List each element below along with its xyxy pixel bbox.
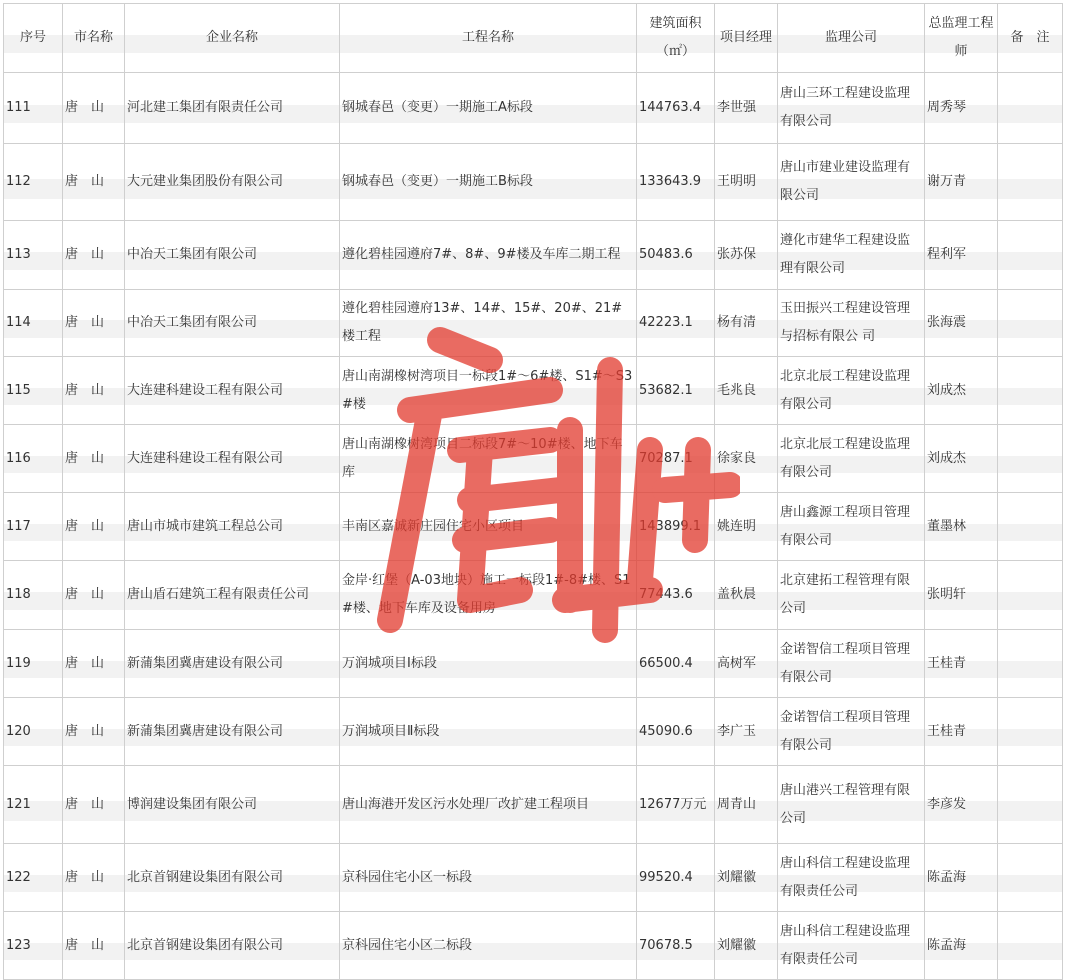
row-chief-supervisor-text: 王桂青: [927, 655, 967, 671]
row-manager-text: 姚连明: [717, 518, 757, 534]
row-company-cell: [125, 73, 340, 144]
row-city-cell: [63, 561, 125, 630]
row-company-cell: [125, 425, 340, 493]
row-city-cell: [63, 912, 125, 980]
row-area-text: 70287.1: [639, 450, 693, 466]
row-city-text: 唐 山: [65, 869, 105, 885]
row-company-cell: [125, 630, 340, 698]
row-seq-cell: [4, 766, 63, 844]
header-supervisor-company: 监理公司: [778, 4, 925, 73]
row-area-cell: [637, 912, 715, 980]
row-supervisor-company-text: 北京北辰工程建设监理有限公司: [780, 368, 911, 412]
row-seq-cell: [4, 144, 63, 221]
row-chief-supervisor-cell: [925, 290, 998, 357]
table-row: [4, 144, 1063, 221]
row-seq-text: 117: [6, 518, 31, 534]
row-seq-cell: [4, 912, 63, 980]
row-city-cell: [63, 144, 125, 221]
row-company-cell: [125, 357, 340, 425]
table-row: [4, 698, 1063, 766]
row-company-text: 中冶天工集团有限公司: [127, 247, 258, 262]
row-manager-text: 刘耀徽: [717, 937, 757, 953]
row-supervisor-company-cell: [778, 290, 925, 357]
row-remarks-cell: [998, 630, 1063, 698]
header-project: 工程名称: [340, 4, 637, 73]
row-seq-text: 121: [6, 796, 31, 812]
row-chief-supervisor-cell: [925, 73, 998, 144]
row-city-text: 唐 山: [65, 174, 105, 189]
row-manager-cell: [715, 144, 778, 221]
row-remarks-cell: [998, 425, 1063, 493]
row-company-text: 大元建业集团股份有限公司: [127, 174, 284, 189]
row-manager-cell: [715, 221, 778, 290]
row-supervisor-company-cell: [778, 698, 925, 766]
table-row: [4, 290, 1063, 357]
row-area-text: 143899.1: [639, 518, 702, 534]
row-company-text: 新蒲集团冀唐建设有限公司: [127, 723, 284, 739]
row-manager-cell: [715, 493, 778, 561]
row-chief-supervisor-cell: [925, 844, 998, 912]
table-row: [4, 357, 1063, 425]
row-project-text: 唐山海港开发区污水处理厂改扩建工程项目: [342, 796, 590, 812]
header-city: 市名称: [63, 4, 125, 73]
header-manager: 项目经理: [715, 4, 778, 73]
row-city-text: 唐 山: [65, 450, 105, 466]
row-supervisor-company-text: 唐山三环工程建设监理有限公司: [780, 86, 911, 129]
row-supervisor-company-text: 唐山科信工程建设监理有限责任公司: [780, 855, 911, 899]
row-remarks-cell: [998, 221, 1063, 290]
row-remarks-cell: [998, 493, 1063, 561]
row-area-cell: [637, 425, 715, 493]
row-manager-text: 杨有清: [717, 315, 757, 330]
row-seq-text: 113: [6, 247, 31, 262]
row-seq-cell: [4, 844, 63, 912]
row-area-text: 42223.1: [639, 315, 693, 330]
row-seq-text: 123: [6, 937, 31, 953]
row-area-text: 99520.4: [639, 869, 693, 885]
table-row: [4, 844, 1063, 912]
row-company-text: 唐山市城市建筑工程总公司: [127, 518, 284, 534]
row-project-text: 遵化碧桂园遵府7#、8#、9#楼及车库二期工程: [342, 247, 621, 262]
row-seq-text: 115: [6, 382, 31, 398]
row-company-cell: [125, 561, 340, 630]
row-project-text: 京科园住宅小区二标段: [342, 937, 473, 953]
row-chief-supervisor-text: 刘成杰: [927, 450, 967, 466]
row-city-cell: [63, 698, 125, 766]
table-row: [4, 561, 1063, 630]
header-seq: 序号: [4, 4, 63, 73]
row-city-cell: [63, 221, 125, 290]
row-seq-cell: [4, 425, 63, 493]
row-manager-text: 盖秋晨: [717, 587, 757, 602]
row-project-text: 丰南区嘉诚新庄园住宅小区项目: [342, 518, 525, 534]
row-supervisor-company-text: 北京建拓工程管理有限公司: [780, 573, 911, 616]
row-area-text: 133643.9: [639, 174, 702, 189]
row-city-text: 唐 山: [65, 587, 105, 602]
row-city-text: 唐 山: [65, 723, 105, 739]
row-area-text: 50483.6: [639, 247, 693, 262]
row-project-cell: [340, 493, 637, 561]
row-manager-cell: [715, 698, 778, 766]
row-company-cell: [125, 912, 340, 980]
row-area-cell: [637, 766, 715, 844]
row-company-text: 河北建工集团有限责任公司: [127, 100, 284, 115]
row-supervisor-company-cell: [778, 357, 925, 425]
row-company-text: 新蒲集团冀唐建设有限公司: [127, 655, 284, 671]
row-manager-text: 李广玉: [717, 723, 757, 739]
row-area-cell: [637, 290, 715, 357]
row-supervisor-company-cell: [778, 493, 925, 561]
row-manager-cell: [715, 766, 778, 844]
row-project-text: 金岸·红堡（A-03地块）施工一标段1#-8#楼、S1#楼、地下车库及设备用房: [342, 573, 631, 616]
row-supervisor-company-cell: [778, 630, 925, 698]
row-seq-text: 116: [6, 450, 31, 466]
row-city-cell: [63, 766, 125, 844]
row-company-text: 博润建设集团有限公司: [127, 796, 258, 812]
row-company-cell: [125, 766, 340, 844]
row-supervisor-company-cell: [778, 766, 925, 844]
table-row: [4, 630, 1063, 698]
row-city-text: 唐 山: [65, 655, 105, 671]
project-table: [3, 3, 1063, 980]
row-manager-text: 高树军: [717, 655, 757, 671]
row-company-text: 北京首钢建设集团有限公司: [127, 937, 284, 953]
row-project-cell: [340, 221, 637, 290]
row-city-cell: [63, 290, 125, 357]
row-supervisor-company-text: 金诺智信工程项目管理有限公司: [780, 709, 911, 753]
row-project-text: 唐山南湖橡树湾项目二标段7#～10#楼、地下车库: [342, 436, 623, 480]
row-chief-supervisor-text: 李彦发: [927, 796, 967, 812]
row-city-cell: [63, 73, 125, 144]
row-area-cell: [637, 357, 715, 425]
table-row: [4, 221, 1063, 290]
row-supervisor-company-text: 遵化市建华工程建设监理有限公司: [780, 233, 911, 276]
row-city-cell: [63, 425, 125, 493]
header-remarks: 备 注: [998, 4, 1063, 73]
row-project-cell: [340, 561, 637, 630]
row-project-text: 遵化碧桂园遵府13#、14#、15#、20#、21#楼工程: [342, 301, 623, 344]
row-manager-text: 周青山: [717, 796, 757, 812]
row-chief-supervisor-text: 陈孟海: [927, 937, 967, 953]
row-chief-supervisor-cell: [925, 221, 998, 290]
row-area-text: 77443.6: [639, 587, 693, 602]
row-manager-text: 张苏保: [717, 247, 757, 262]
row-chief-supervisor-text: 周秀琴: [927, 100, 967, 115]
row-area-text: 144763.4: [639, 100, 702, 115]
row-seq-text: 111: [6, 100, 31, 115]
row-company-cell: [125, 844, 340, 912]
row-supervisor-company-cell: [778, 844, 925, 912]
row-company-text: 大连建科建设工程有限公司: [127, 382, 284, 398]
row-supervisor-company-text: 金诺智信工程项目管理有限公司: [780, 641, 911, 685]
row-manager-cell: [715, 630, 778, 698]
row-supervisor-company-text: 唐山市建业建设监理有限公司: [780, 160, 911, 203]
row-project-cell: [340, 698, 637, 766]
row-remarks-cell: [998, 290, 1063, 357]
table-row: [4, 73, 1063, 144]
row-project-cell: [340, 357, 637, 425]
row-project-text: 唐山南湖橡树湾项目一标段1#～6#楼、S1#～S3#楼: [342, 368, 633, 412]
row-area-cell: [637, 221, 715, 290]
row-seq-cell: [4, 630, 63, 698]
row-project-text: 京科园住宅小区一标段: [342, 869, 473, 885]
table-row: [4, 493, 1063, 561]
row-manager-text: 李世强: [717, 100, 757, 115]
row-supervisor-company-text: 北京北辰工程建设监理有限公司: [780, 436, 911, 480]
row-area-text: 53682.1: [639, 382, 693, 398]
row-area-text: 66500.4: [639, 655, 693, 671]
row-supervisor-company-cell: [778, 912, 925, 980]
row-company-text: 大连建科建设工程有限公司: [127, 450, 284, 466]
row-seq-cell: [4, 290, 63, 357]
row-company-text: 中冶天工集团有限公司: [127, 315, 258, 330]
table-row: [4, 425, 1063, 493]
row-manager-cell: [715, 357, 778, 425]
row-chief-supervisor-cell: [925, 493, 998, 561]
row-manager-cell: [715, 844, 778, 912]
row-chief-supervisor-cell: [925, 630, 998, 698]
row-supervisor-company-text: 唐山科信工程建设监理有限责任公司: [780, 923, 911, 967]
table-row: [4, 766, 1063, 844]
row-chief-supervisor-text: 张海震: [927, 315, 967, 330]
header-chief-supervisor: 总监理工程师: [925, 4, 998, 73]
row-city-cell: [63, 493, 125, 561]
row-company-cell: [125, 698, 340, 766]
row-seq-text: 114: [6, 315, 31, 330]
row-chief-supervisor-text: 程利军: [927, 247, 967, 262]
header-company: 企业名称: [125, 4, 340, 73]
row-city-cell: [63, 630, 125, 698]
row-area-text: 12677万元: [639, 796, 707, 812]
row-city-text: 唐 山: [65, 937, 105, 953]
row-area-text: 70678.5: [639, 937, 693, 953]
row-chief-supervisor-cell: [925, 912, 998, 980]
row-chief-supervisor-text: 董墨林: [927, 518, 967, 534]
row-city-text: 唐 山: [65, 315, 105, 330]
row-project-cell: [340, 144, 637, 221]
row-city-cell: [63, 844, 125, 912]
row-company-cell: [125, 290, 340, 357]
row-company-cell: [125, 493, 340, 561]
row-area-cell: [637, 144, 715, 221]
row-supervisor-company-cell: [778, 561, 925, 630]
row-seq-cell: [4, 357, 63, 425]
row-chief-supervisor-cell: [925, 561, 998, 630]
row-company-text: 北京首钢建设集团有限公司: [127, 869, 284, 885]
row-city-cell: [63, 357, 125, 425]
row-seq-cell: [4, 698, 63, 766]
row-city-text: 唐 山: [65, 382, 105, 398]
row-seq-text: 118: [6, 587, 31, 602]
row-remarks-cell: [998, 698, 1063, 766]
row-project-cell: [340, 630, 637, 698]
row-city-text: 唐 山: [65, 247, 105, 262]
row-manager-cell: [715, 425, 778, 493]
row-project-cell: [340, 73, 637, 144]
row-remarks-cell: [998, 144, 1063, 221]
row-area-cell: [637, 493, 715, 561]
row-manager-cell: [715, 290, 778, 357]
row-supervisor-company-text: 唐山鑫源工程项目管理有限公司: [780, 504, 911, 548]
row-manager-cell: [715, 561, 778, 630]
row-remarks-cell: [998, 73, 1063, 144]
row-company-cell: [125, 221, 340, 290]
row-chief-supervisor-text: 刘成杰: [927, 382, 967, 398]
row-project-cell: [340, 844, 637, 912]
row-seq-cell: [4, 493, 63, 561]
row-chief-supervisor-cell: [925, 425, 998, 493]
row-seq-text: 120: [6, 723, 31, 739]
row-chief-supervisor-cell: [925, 698, 998, 766]
row-remarks-cell: [998, 561, 1063, 630]
row-remarks-cell: [998, 844, 1063, 912]
table-row: [4, 912, 1063, 980]
row-area-cell: [637, 73, 715, 144]
row-project-cell: [340, 425, 637, 493]
row-area-text: 45090.6: [639, 723, 693, 739]
row-supervisor-company-cell: [778, 425, 925, 493]
row-supervisor-company-text: 唐山港兴工程管理有限公司: [780, 782, 911, 826]
row-supervisor-company-cell: [778, 144, 925, 221]
row-remarks-cell: [998, 912, 1063, 980]
row-chief-supervisor-text: 陈孟海: [927, 869, 967, 885]
row-chief-supervisor-text: 王桂青: [927, 723, 967, 739]
row-project-cell: [340, 290, 637, 357]
row-manager-cell: [715, 73, 778, 144]
row-remarks-cell: [998, 357, 1063, 425]
row-seq-text: 122: [6, 869, 31, 885]
row-seq-text: 112: [6, 174, 31, 189]
header-row: [4, 4, 1063, 73]
row-city-text: 唐 山: [65, 518, 105, 534]
row-project-cell: [340, 766, 637, 844]
row-area-cell: [637, 844, 715, 912]
row-seq-cell: [4, 73, 63, 144]
row-project-text: 钢城春邑（变更）一期施工B标段: [342, 174, 533, 189]
row-company-text: 唐山盾石建筑工程有限责任公司: [127, 587, 310, 602]
row-manager-text: 毛兆良: [717, 382, 757, 398]
row-manager-text: 刘耀徽: [717, 869, 757, 885]
header-area: 建筑面积（㎡）: [637, 4, 715, 73]
row-chief-supervisor-cell: [925, 766, 998, 844]
row-project-cell: [340, 912, 637, 980]
row-manager-text: 徐家良: [717, 450, 757, 466]
row-supervisor-company-cell: [778, 73, 925, 144]
row-chief-supervisor-cell: [925, 357, 998, 425]
row-project-text: 万润城项目Ⅱ标段: [342, 723, 440, 739]
row-area-cell: [637, 561, 715, 630]
row-chief-supervisor-text: 张明轩: [927, 587, 967, 602]
row-area-cell: [637, 630, 715, 698]
row-seq-text: 119: [6, 655, 31, 671]
row-chief-supervisor-cell: [925, 144, 998, 221]
row-manager-cell: [715, 912, 778, 980]
row-city-text: 唐 山: [65, 796, 105, 812]
row-supervisor-company-cell: [778, 221, 925, 290]
row-seq-cell: [4, 561, 63, 630]
row-company-cell: [125, 144, 340, 221]
row-city-text: 唐 山: [65, 100, 105, 115]
row-project-text: 钢城春邑（变更）一期施工A标段: [342, 100, 533, 115]
row-supervisor-company-text: 玉田振兴工程建设管理与招标有限公 司: [780, 301, 911, 344]
row-seq-cell: [4, 221, 63, 290]
row-area-cell: [637, 698, 715, 766]
row-project-text: 万润城项目Ⅰ标段: [342, 655, 437, 671]
row-remarks-cell: [998, 766, 1063, 844]
row-manager-text: 王明明: [717, 174, 757, 189]
row-chief-supervisor-text: 谢万青: [927, 174, 967, 189]
